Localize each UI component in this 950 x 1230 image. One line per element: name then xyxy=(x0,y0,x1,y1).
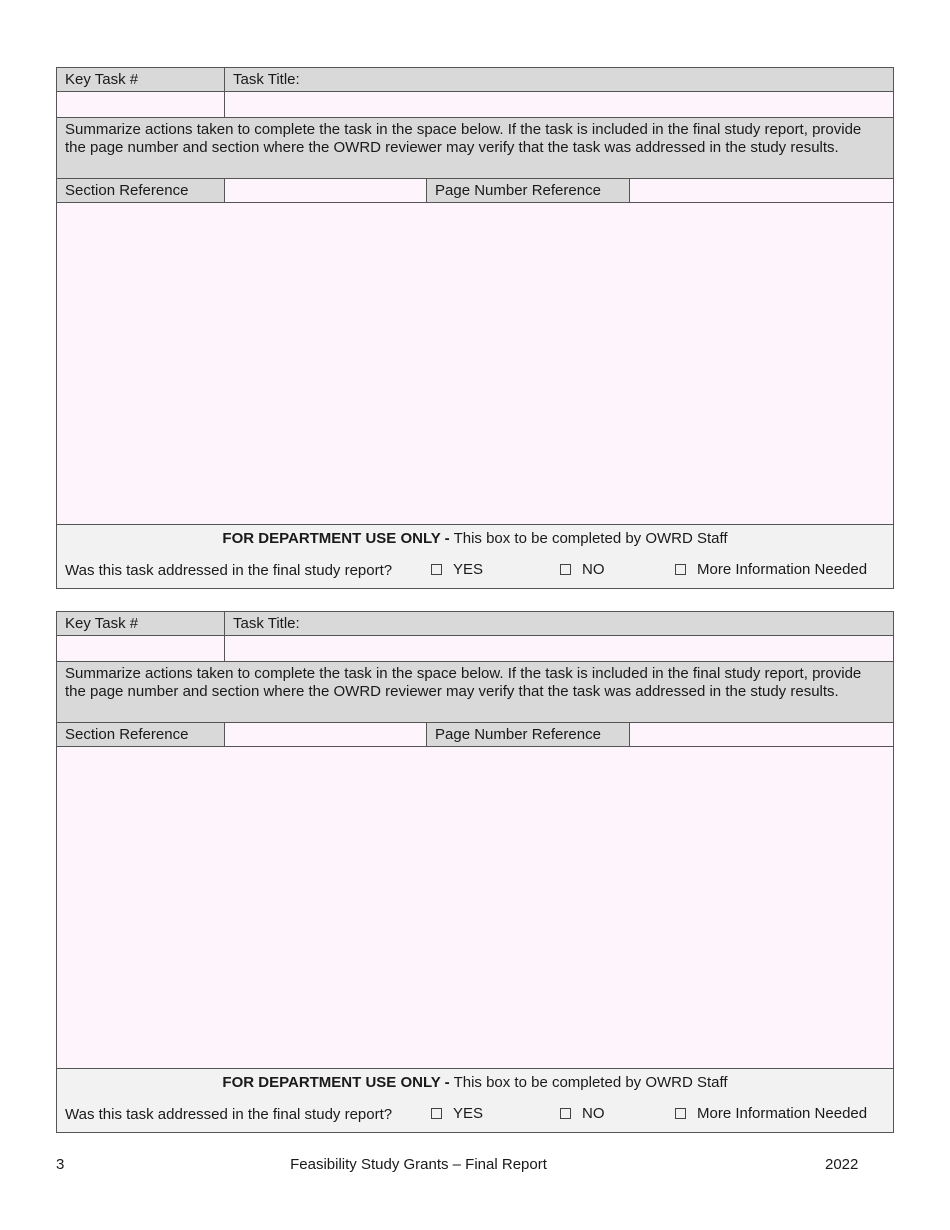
option-yes[interactable] xyxy=(431,1105,483,1122)
task-block-1 xyxy=(56,67,894,589)
no-checkbox[interactable] xyxy=(560,564,571,575)
department-use-heading-bold: FOR DEPARTMENT USE ONLY - xyxy=(222,1074,450,1091)
summary-field[interactable] xyxy=(57,203,893,525)
department-use-box xyxy=(57,1069,893,1132)
instructions-text: Summarize actions taken to complete the task in the space below. If the task is included in the final study report, provide the page number and section where the OWRD reviewer may verify that the task was addressed in the study results. xyxy=(57,118,893,178)
instructions-row xyxy=(57,118,893,179)
task-input-row xyxy=(57,636,893,662)
task-header-row xyxy=(57,612,893,636)
task-title-label: Task Title: xyxy=(233,71,300,88)
section-reference-field[interactable] xyxy=(225,179,427,202)
page-number-reference-label: Page Number Reference xyxy=(427,723,630,746)
department-use-heading xyxy=(57,1074,893,1091)
department-use-box xyxy=(57,525,893,588)
no-checkbox[interactable] xyxy=(560,1108,571,1119)
section-reference-field[interactable] xyxy=(225,723,427,746)
task-block-2 xyxy=(56,611,894,1133)
yes-checkbox[interactable] xyxy=(431,564,442,575)
page-number-reference-field[interactable] xyxy=(630,723,893,746)
option-yes[interactable] xyxy=(431,561,483,578)
key-task-field[interactable] xyxy=(57,636,225,661)
option-no[interactable] xyxy=(560,1105,605,1122)
option-more-info[interactable] xyxy=(675,561,867,578)
yes-checkbox[interactable] xyxy=(431,1108,442,1119)
option-yes-label: YES xyxy=(453,561,484,578)
reference-row xyxy=(57,723,893,747)
footer-title: Feasibility Study Grants – Final Report xyxy=(290,1156,547,1173)
addressed-question: Was this task addressed in the final study report? xyxy=(65,562,393,579)
task-title-label: Task Title: xyxy=(233,615,300,632)
addressed-question: Was this task addressed in the final study report? xyxy=(65,1106,393,1123)
department-use-heading xyxy=(57,530,893,547)
instructions-row xyxy=(57,662,893,723)
department-use-heading-text: This box to be completed by OWRD Staff xyxy=(449,1074,728,1091)
option-more-info-label: More Information Needed xyxy=(697,561,868,578)
option-no[interactable] xyxy=(560,561,605,578)
option-yes-label: YES xyxy=(453,1105,484,1122)
key-task-field[interactable] xyxy=(57,92,225,117)
option-more-info[interactable] xyxy=(675,1105,867,1122)
instructions-text: Summarize actions taken to complete the task in the space below. If the task is included in the final study report, provide the page number and section where the OWRD reviewer may verify that the task was addressed in the study results. xyxy=(57,662,893,722)
department-use-heading-text: This box to be completed by OWRD Staff xyxy=(449,530,728,547)
option-more-info-label: More Information Needed xyxy=(697,1105,868,1122)
more-info-checkbox[interactable] xyxy=(675,564,686,575)
section-reference-label: Section Reference xyxy=(57,179,225,202)
key-task-label: Key Task # xyxy=(57,612,225,635)
department-use-heading-bold: FOR DEPARTMENT USE ONLY - xyxy=(222,530,450,547)
reference-row xyxy=(57,179,893,203)
task-title-field[interactable] xyxy=(225,92,893,117)
page-number-reference-label: Page Number Reference xyxy=(427,179,630,202)
footer-year: 2022 xyxy=(825,1156,859,1173)
summary-field[interactable] xyxy=(57,747,893,1069)
key-task-label: Key Task # xyxy=(57,68,225,91)
more-info-checkbox[interactable] xyxy=(675,1108,686,1119)
page-number-reference-field[interactable] xyxy=(630,179,893,202)
task-title-field[interactable] xyxy=(225,636,893,661)
option-no-label: NO xyxy=(582,561,605,578)
option-no-label: NO xyxy=(582,1105,605,1122)
section-reference-label: Section Reference xyxy=(57,723,225,746)
task-input-row xyxy=(57,92,893,118)
footer-page-number: 3 xyxy=(56,1156,65,1173)
task-header-row xyxy=(57,68,893,92)
